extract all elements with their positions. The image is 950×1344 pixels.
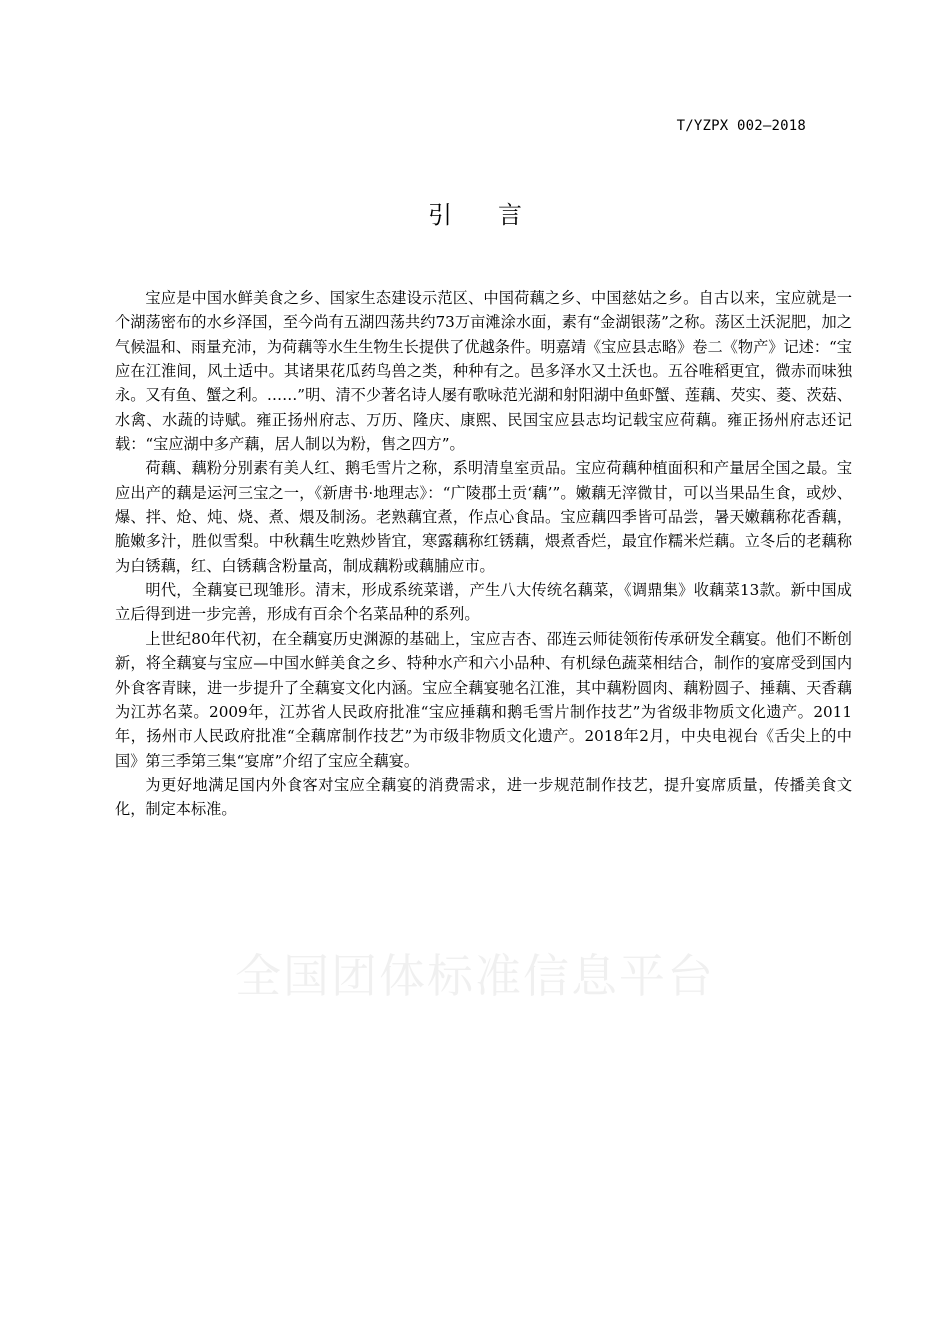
paragraph-2: 荷藕、藕粉分别素有美人红、鹅毛雪片之称，系明清皇室贡品。宝应荷藕种植面积和产量居全国之最。宝应出产的藕是运河三宝之一，《新唐书·地理志》：“广陵郡土贡‘藕’”。嫩藕无滓微甘，可以当果品生食，或炒、爆、拌、炝、炖、烧、煮、煨及制汤。老熟藕宜煮，作点心食品。宝应藕四季皆可品尝，暑天嫩藕称花香藕，脆嫩多汁，胜似雪梨。中秋藕生吃熟炒皆宜，寒露藕称红锈藕，煨煮香烂，最宜作糯米烂藕。立冬后的老藕称为白锈藕，红、白锈藕含粉量高，制成藕粉或藕脯应市。 (115, 459, 852, 575)
paragraph-3: 明代，全藕宴已现雏形。清末，形成系统菜谱，产生八大传统名藕菜，《调鼎集》收藕菜13款。新中国成立后得到进一步完善，形成有百余个名菜品种的系列。 (115, 581, 852, 624)
paragraph-1: 宝应是中国水鲜美食之乡、国家生态建设示范区、中国荷藕之乡、中国慈姑之乡。自古以来，宝应就是一个湖荡密布的水乡泽国，至今尚有五湖四荡共约73万亩滩涂水面，素有“金湖银荡”之称。荡区土沃泥肥，加之气候温和、雨量充沛，为荷藕等水生生物生长提供了优越条件。明嘉靖《宝应县志略》卷二《物产》记述：“宝应在江淮间，风土适中。其诸果花瓜药鸟兽之类，种种有之。邑多泽水又土沃也。五谷唯稻更宜，微赤而味独永。又有鱼、蟹之利。……”明、清不少著名诗人屡有歌咏范光湖和射阳湖中鱼虾蟹、莲藕、芡实、菱、茨菇、水禽、水蔬的诗赋。雍正扬州府志、万历、隆庆、康熙、民国宝应县志均记载宝应荷藕。雍正扬州府志还记载：“宝应湖中多产藕，居人制以为粉，售之四方”。 (115, 289, 852, 454)
watermark: 全国团体标准信息平台 (235, 949, 715, 1003)
paragraph-4: 上世纪80年代初，在全藕宴历史渊源的基础上，宝应吉杏、邵连云师徒领衔传承研发全藕宴。他们不断创新，将全藕宴与宝应—中国水鲜美食之乡、特种水产和六小品种、有机绿色蔬菜相结合，制作的宴席受到国内外食客青睐，进一步提升了全藕宴文化内涵。宝应全藕宴驰名江淮，其中藕粉圆肉、藕粉圆子、捶藕、天香藕为江苏名菜。2009年，江苏省人民政府批准“宝应捶藕和鹅毛雪片制作技艺”为省级非物质文化遗产。2011年，扬州市人民政府批准“全藕席制作技艺”为市级非物质文化遗产。2018年2月，中央电视台《舌尖上的中国》第三季第三集“宴席”介绍了宝应全藕宴。 (115, 629, 852, 770)
paragraph-5: 为更好地满足国内外食客对宝应全藕宴的消费需求，进一步规范制作技艺，提升宴席质量，传播美食文化，制定本标准。 (115, 775, 852, 819)
document-body (115, 286, 852, 822)
standard-code: T/YZPX 002—2018 (676, 118, 806, 134)
page-title: 引言 (428, 201, 568, 229)
